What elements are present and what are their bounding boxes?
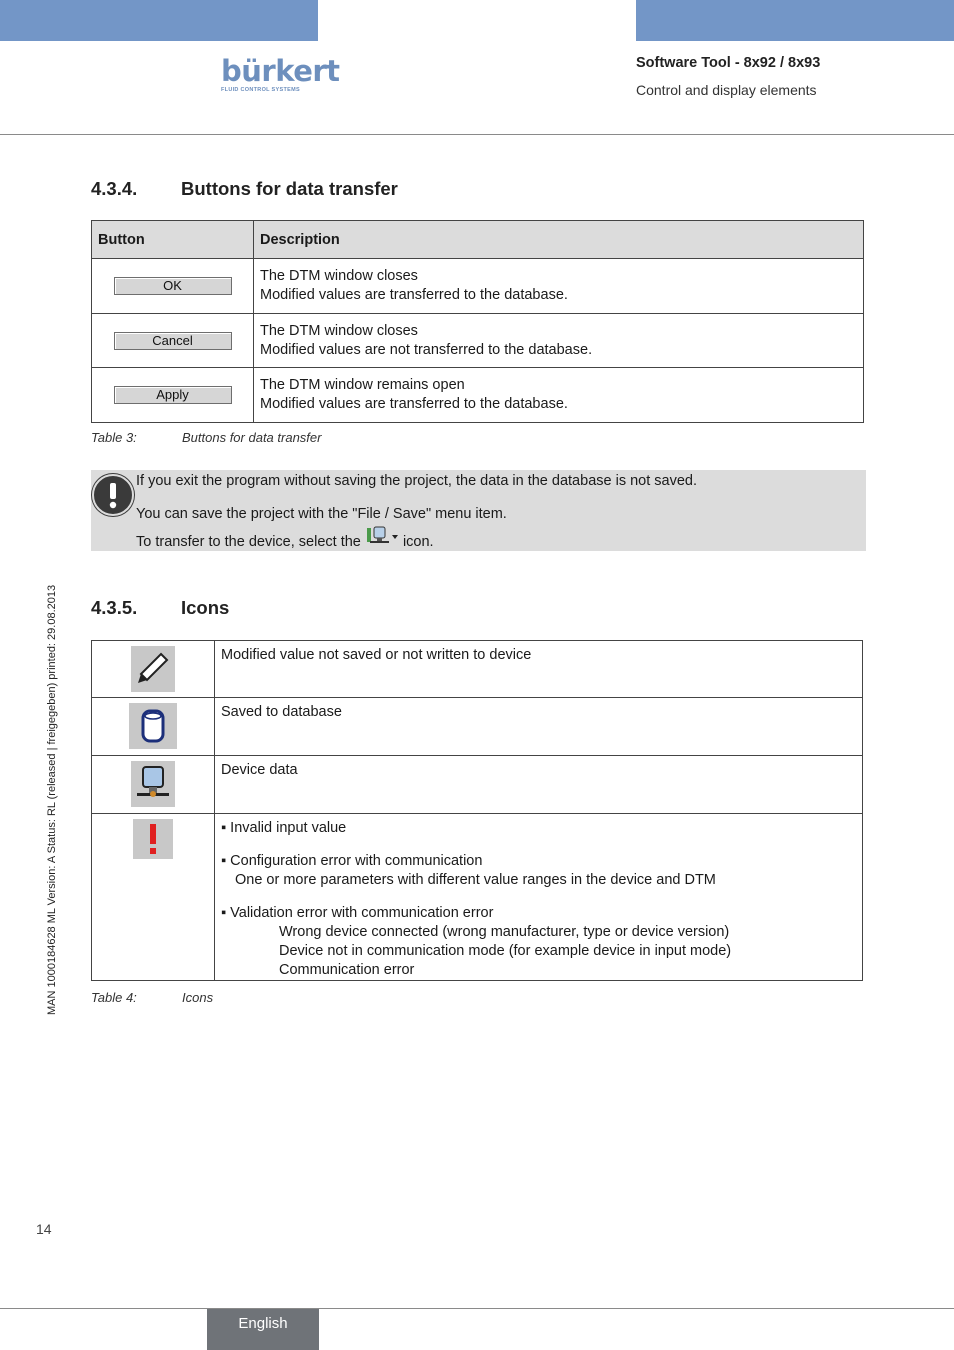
description-line: The DTM window closes [260,323,418,339]
header-divider [0,134,954,135]
description-line: The DTM window closes [260,268,418,284]
header-bar-left [0,0,318,41]
ok-button[interactable]: OK [114,277,232,295]
table-row [92,756,863,814]
caption-label: Table 4: [91,990,137,1005]
document-title: Software Tool - 8x92 / 8x93 [636,55,821,71]
description-line: The DTM window remains open [260,377,465,393]
caption-label: Table 3: [91,430,137,445]
list-item-detail: Device not in communication mode (for example device in input mode) [279,943,732,959]
icon-description: Device data [215,756,863,814]
page-number: 14 [36,1221,52,1237]
table-row [92,641,863,698]
table-caption [91,990,213,1005]
table-row [92,259,864,314]
pencil-icon [131,646,175,692]
icon-description: Saved to database [215,698,863,756]
apply-button[interactable]: Apply [114,386,232,404]
table-row [92,698,863,756]
section-heading-icons [91,597,229,619]
note-text-before: To transfer to the device, select the [136,533,361,550]
table-header-row [92,221,864,259]
column-header: Button [92,221,254,259]
section-heading-buttons [91,178,398,200]
footer-divider [0,1308,954,1309]
list-item: ▪ Invalid input value [221,820,347,836]
table-row [92,314,864,368]
note-text-after: icon. [402,533,434,550]
language-tab: English [207,1309,319,1350]
section-title: Buttons for data transfer [181,178,398,199]
list-item-detail: Communication error [279,962,415,978]
description-line: Modified values are not transferred to the database. [260,342,593,358]
document-status-sidebar: MAN 1000184628 ML Version: A Status: RL (released | freigegeben) printed: 29.08.2013 [46,584,58,1015]
list-item: ▪ Configuration error with communication [221,853,483,869]
icon-description: Modified value not saved or not written to device [215,641,863,698]
note-line: If you exit the program without saving the project, the data in the database is not saved. [136,473,698,489]
description-line: Modified values are transferred to the database. [260,287,568,303]
table-row [92,368,864,423]
note-line: You can save the project with the "File / Save" menu item. [136,506,507,522]
caption-text: Icons [182,990,214,1005]
table-caption [91,430,321,445]
cancel-button[interactable]: Cancel [114,332,232,350]
header-bar-right [636,0,954,41]
list-item-detail: One or more parameters with different value ranges in the device and DTM [235,872,716,888]
transfer-to-device-icon [365,526,399,548]
section-title: Icons [181,597,230,618]
column-header: Description [254,221,864,259]
warning-exclamation-icon [92,474,134,516]
buttons-table [91,220,864,423]
document-subtitle: Control and display elements [636,82,817,98]
icons-table [91,640,863,981]
table-row [92,814,863,981]
brand-tagline: FLUID CONTROL SYSTEMS [221,87,300,93]
caption-text: Buttons for data transfer [182,430,322,445]
description-line: Modified values are transferred to the database. [260,396,568,412]
note-line [136,526,434,548]
list-item-detail: Wrong device connected (wrong manufacturer, type or device version) [279,924,730,940]
list-item: ▪ Validation error with communication error [221,905,494,921]
brand-logo: bürkert [221,54,340,88]
database-icon [129,703,177,749]
exclamation-icon [133,819,173,859]
section-number: 4.3.4. [91,178,138,199]
section-number: 4.3.5. [91,597,138,618]
device-data-icon [131,761,175,807]
